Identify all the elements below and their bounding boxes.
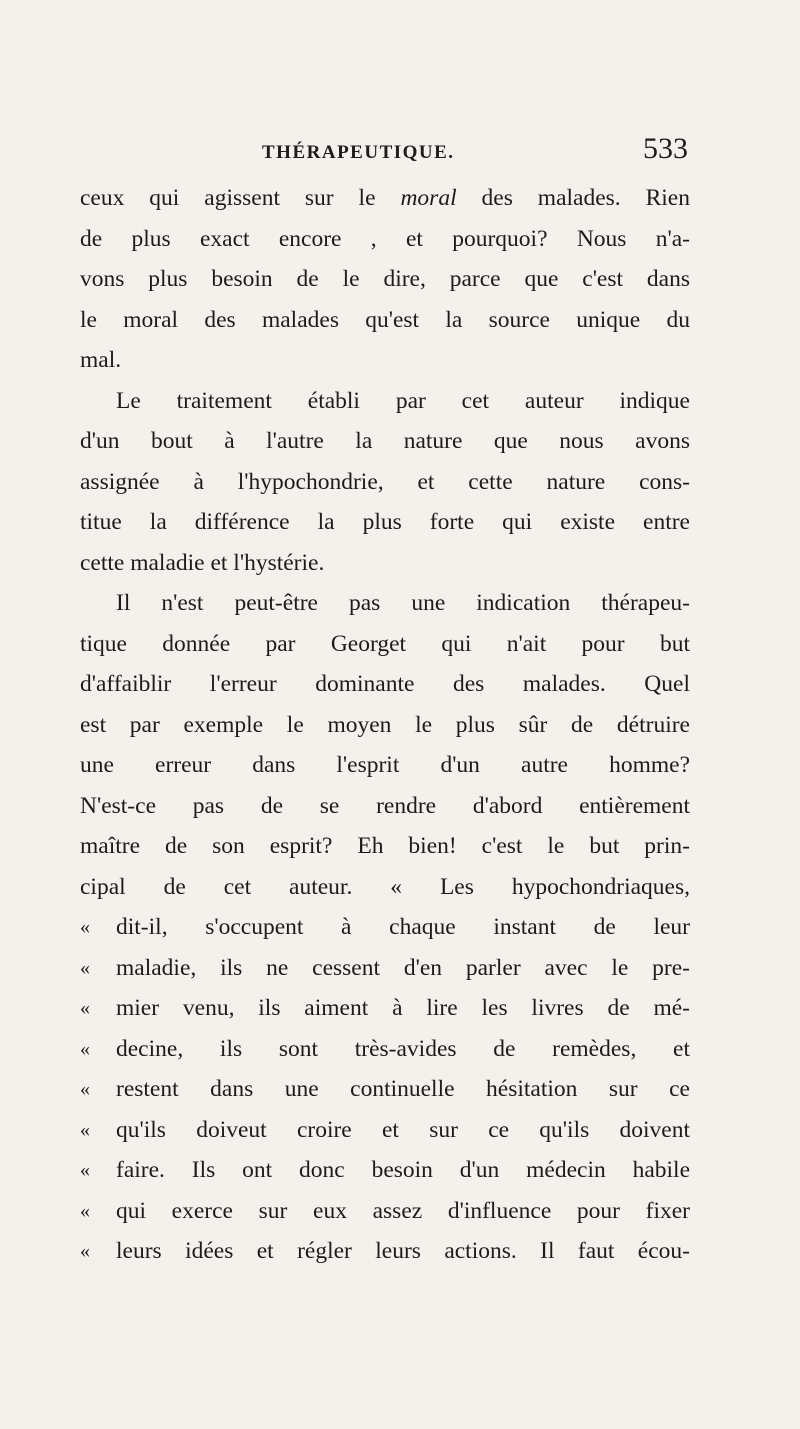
text-line xyxy=(80,664,690,705)
text-line xyxy=(80,462,690,503)
quote-mark: « xyxy=(80,997,90,1019)
text-line xyxy=(80,340,690,381)
text-line xyxy=(80,786,690,827)
text-line xyxy=(80,705,690,746)
text-line xyxy=(80,1150,690,1191)
line-text: une erreur dans l'esprit d'un autre homme? xyxy=(80,752,690,778)
text-line xyxy=(80,745,690,786)
line-text: de plus exact encore , et pourquoi? Nous n'a- xyxy=(80,225,690,252)
text-line xyxy=(80,259,690,300)
page-number: 533 xyxy=(643,132,688,165)
line-text: faire. Ils ont donc besoin d'un médecin habile xyxy=(116,1157,690,1183)
text-line xyxy=(80,988,690,1029)
text-line xyxy=(80,421,690,462)
text-line xyxy=(80,1029,690,1070)
line-text: d'un bout à l'autre la nature que nous avons xyxy=(80,428,690,454)
text-line xyxy=(80,381,690,422)
text-line xyxy=(80,1069,690,1110)
line-text: maladie, ils ne cessent d'en parler avec le pre- xyxy=(116,954,690,981)
text-line xyxy=(80,178,690,219)
line-text: mal. xyxy=(80,347,122,373)
quote-mark: « xyxy=(80,1159,90,1181)
line-text: dit-il, s'occupent à chaque instant de leur xyxy=(116,914,690,940)
line-text: titue la différence la plus forte qui existe entre xyxy=(80,509,690,535)
page-header xyxy=(248,132,688,172)
line-text: leurs idées et régler leurs actions. Il faut écou- xyxy=(116,1238,690,1264)
text-line xyxy=(80,907,690,948)
text-line xyxy=(80,1191,690,1232)
line-text: mier venu, ils aiment à lire les livres de mé- xyxy=(116,995,690,1021)
quote-mark: « xyxy=(80,956,90,979)
text-line xyxy=(80,502,690,543)
line-text: des malades. Rien xyxy=(456,185,690,211)
line-text: ceux qui agissent sur le xyxy=(80,185,401,211)
text-line xyxy=(80,624,690,665)
text-line xyxy=(80,867,690,908)
line-text: restent dans une continuelle hésitation sur ce xyxy=(116,1076,690,1102)
quote-mark: « xyxy=(80,1240,90,1262)
line-text: tique donnée par Georget qui n'ait pour but xyxy=(80,630,690,657)
text-line xyxy=(80,826,690,867)
quote-mark: « xyxy=(80,1037,90,1060)
quote-mark: « xyxy=(80,916,90,938)
body-text xyxy=(80,178,690,1272)
text-line xyxy=(80,583,690,624)
text-line xyxy=(80,1231,690,1272)
line-text: qui exerce sur eux assez d'influence pour fixer xyxy=(116,1197,690,1224)
text-line xyxy=(80,300,690,341)
line-text: vons plus besoin de le dire, parce que c'est dans xyxy=(80,266,690,292)
text-line xyxy=(80,543,690,584)
line-text: est par exemple le moyen le plus sûr de détruire xyxy=(80,711,690,738)
text-line xyxy=(80,948,690,989)
line-text: maître de son esprit? Eh bien! c'est le but prin- xyxy=(80,833,690,859)
italic-text: moral xyxy=(400,185,457,211)
line-text: N'est-ce pas de se rendre d'abord entièrement xyxy=(80,792,690,819)
line-text: decine, ils sont très-avides de remèdes, et xyxy=(116,1035,690,1062)
quote-mark: « xyxy=(80,1078,90,1100)
line-text: assignée à l'hypochondrie, et cette nature cons- xyxy=(80,468,690,495)
line-text: cette maladie et l'hystérie. xyxy=(80,549,325,576)
line-text: qu'ils doiveut croire et sur ce qu'ils doivent xyxy=(116,1116,690,1143)
line-text: Il n'est peut-être pas une indication thérapeu- xyxy=(116,590,690,616)
line-text: le moral des malades qu'est la source unique du xyxy=(80,306,690,333)
line-text: Le traitement établi par cet auteur indique xyxy=(116,387,690,414)
quote-mark: « xyxy=(80,1118,90,1141)
line-text: cipal de cet auteur. « Les hypochondriaques, xyxy=(80,873,690,900)
line-text: d'affaiblir l'erreur dominante des malades. Quel xyxy=(80,671,690,697)
text-line xyxy=(80,1110,690,1151)
running-title: THÉRAPEUTIQUE. xyxy=(262,142,455,163)
text-line xyxy=(80,219,690,260)
quote-mark: « xyxy=(80,1199,90,1222)
